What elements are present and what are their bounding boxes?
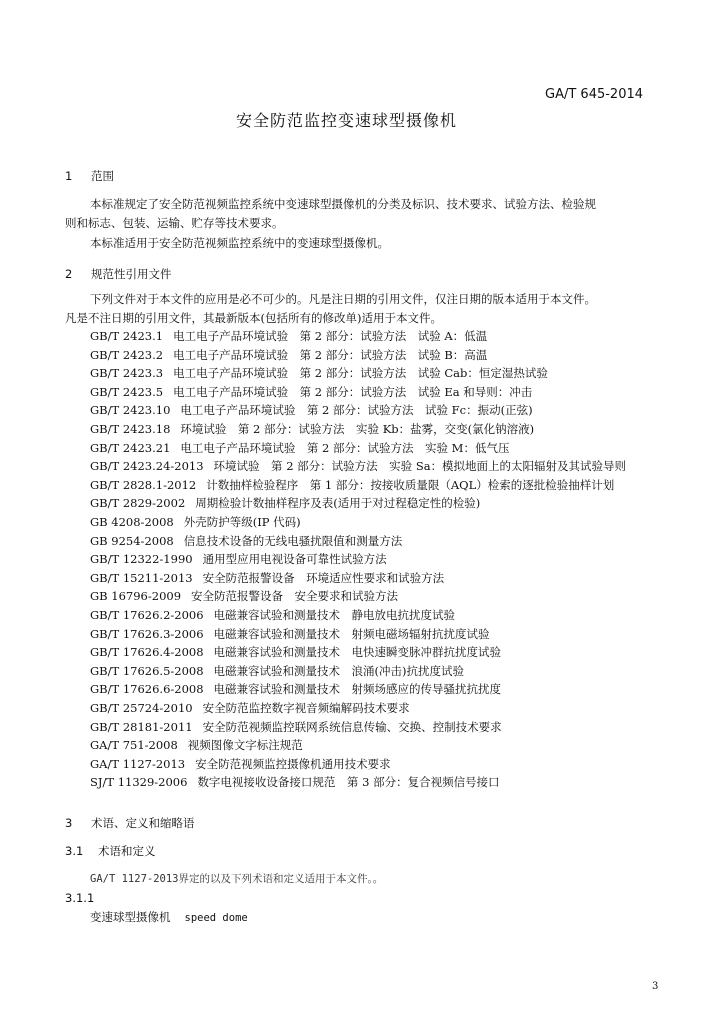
reference-item xyxy=(90,365,548,381)
reference-title: 电磁兼容试验和测量技术 浪涌(冲击)抗扰度试验 xyxy=(213,663,465,678)
reference-item xyxy=(90,458,626,474)
section-3-heading xyxy=(65,815,195,831)
section-2-intro-line: 下列文件对于本文件的应用是必不可少的。凡是注日期的引用文件，仅注日期的版本适用于本文件。 xyxy=(90,292,596,306)
reference-item xyxy=(90,514,301,530)
reference-code: GB/T 17626.4-2008 xyxy=(90,645,204,660)
reference-title: 安全防范视频监控摄像机通用技术要求 xyxy=(195,756,391,771)
page-number: 3 xyxy=(652,981,659,992)
reference-item xyxy=(90,347,487,363)
reference-title: 通用型应用电视设备可靠性试验方法 xyxy=(202,552,387,567)
section-1-paragraph-line: 本标准规定了安全防范视频监控系统中变速球型摄像机的分类及标识、技术要求、试验方法、检验规 xyxy=(90,197,596,211)
term-entry xyxy=(90,909,248,925)
reference-item xyxy=(90,551,387,567)
reference-title: 电工电子产品环境试验 第 2 部分：试验方法 试验 B：高温 xyxy=(173,347,488,362)
section-number: 2 xyxy=(65,267,73,281)
reference-item xyxy=(90,495,480,511)
reference-item xyxy=(90,570,444,586)
reference-title: 环境试验 第 2 部分：试验方法 实验 Sa：模拟地面上的太阳辐射及其试验导则 xyxy=(213,459,627,474)
section-number: 3 xyxy=(65,816,73,830)
document-title: 安全防范监控变速球型摄像机 xyxy=(236,111,458,130)
subsection-3-1-1-number: 3.1.1 xyxy=(65,891,95,905)
reference-title: 安全防范监控数字视音频编解码技术要求 xyxy=(202,701,410,715)
standard-number: GA/T 645-2014 xyxy=(545,87,644,102)
reference-code: GA/T 751-2008 xyxy=(90,738,178,753)
section-title: 规范性引用文件 xyxy=(91,267,172,281)
reference-item xyxy=(90,756,391,772)
reference-title: 外壳防护等级(IP 代码) xyxy=(183,515,301,529)
reference-title: 电工电子产品环境试验 第 2 部分：试验方法 试验 Fc：振动(正弦) xyxy=(180,403,533,418)
reference-code: GB/T 2423.1 xyxy=(90,329,164,343)
reference-code: GB/T 2423.21 xyxy=(90,440,171,455)
reference-title: 电磁兼容试验和测量技术 射频电磁场辐射抗扰度试验 xyxy=(213,626,490,641)
section-title: 范围 xyxy=(91,169,114,183)
section-title: 术语、定义和缩略语 xyxy=(91,816,195,830)
reference-item xyxy=(90,607,455,623)
reference-code: GB 4208-2008 xyxy=(90,515,174,529)
subsection-3-1-text: GA/T 1127-2013界定的以及下列术语和定义适用于本文件。。 xyxy=(90,873,384,885)
reference-code: GB/T 2423.10 xyxy=(90,403,171,418)
reference-code: GB 16796-2009 xyxy=(90,589,182,604)
reference-item xyxy=(90,477,614,493)
section-2-heading xyxy=(65,266,172,282)
reference-item xyxy=(90,588,398,604)
reference-item xyxy=(90,774,500,790)
reference-code: SJ/T 11329-2006 xyxy=(90,775,188,790)
term-chinese: 变速球型摄像机 xyxy=(90,910,171,924)
reference-code: GB/T 2423.5 xyxy=(90,384,164,399)
reference-code: GB/T 2423.24-2013 xyxy=(90,459,204,474)
section-1-paragraph: 本标准适用于安全防范视频监控系统中的变速球型摄像机。 xyxy=(90,236,389,250)
reference-code: GB/T 2828.1-2012 xyxy=(90,477,197,492)
reference-item xyxy=(90,737,303,753)
reference-title: 视频图像文字标注规范 xyxy=(187,738,303,753)
reference-code: GB/T 17626.2-2006 xyxy=(90,608,204,622)
reference-item xyxy=(90,719,502,735)
subsection-title: 术语和定义 xyxy=(98,844,156,858)
reference-item xyxy=(90,402,533,418)
reference-code: GB 9254-2008 xyxy=(90,533,174,548)
reference-title: 安全防范报警设备 安全要求和试验方法 xyxy=(191,589,399,604)
section-2-intro-line: 凡是不注日期的引用文件，其最新版本(包括所有的修改单)适用于本文件。 xyxy=(65,311,442,325)
reference-item xyxy=(90,421,534,437)
reference-title: 周期检验计数抽样程序及表(适用于对过程稳定性的检验) xyxy=(195,496,481,511)
reference-title: 计数抽样检验程序 第 1 部分：按接收质量限（AQL）检索的逐批检验抽样计划 xyxy=(206,477,615,492)
reference-code: GB/T 25724-2010 xyxy=(90,701,193,715)
reference-code: GB/T 2423.2 xyxy=(90,347,164,362)
reference-title: 电工电子产品环境试验 第 2 部分：试验方法 试验 Cab：恒定湿热试验 xyxy=(173,366,548,381)
reference-code: GB/T 15211-2013 xyxy=(90,570,193,585)
reference-item xyxy=(90,626,490,642)
subsection-3-1-heading xyxy=(65,843,156,859)
reference-code: GB/T 2829-2002 xyxy=(90,496,186,511)
reference-title: 安全防范报警设备 环境适应性要求和试验方法 xyxy=(202,570,445,585)
reference-code: GB/T 28181-2011 xyxy=(90,719,193,734)
reference-title: 电磁兼容试验和测量技术 射频场感应的传导骚扰抗扰度 xyxy=(213,682,502,697)
reference-title: 数字电视接收设备接口规范 第 3 部分：复合视频信号接口 xyxy=(197,775,500,790)
reference-code: GA/T 1127-2013 xyxy=(90,756,186,771)
reference-code: GB/T 17626.6-2008 xyxy=(90,682,204,697)
reference-item xyxy=(90,681,501,697)
reference-title: 电磁兼容试验和测量技术 电快速瞬变脉冲群抗扰度试验 xyxy=(213,645,502,660)
reference-item xyxy=(90,700,410,716)
reference-title: 信息技术设备的无线电骚扰限值和测量方法 xyxy=(183,533,403,548)
reference-title: 电工电子产品环境试验 第 2 部分：试验方法 试验 Ea 和导则：冲击 xyxy=(173,384,533,399)
reference-title: 电磁兼容试验和测量技术 静电放电抗扰度试验 xyxy=(213,608,456,622)
reference-code: GB/T 12322-1990 xyxy=(90,552,193,567)
reference-title: 安全防范视频监控联网系统信息传输、交换、控制技术要求 xyxy=(202,719,502,734)
term-english: speed dome xyxy=(184,912,248,924)
reference-code: GB/T 2423.3 xyxy=(90,366,164,381)
reference-item xyxy=(90,644,501,660)
subsection-number: 3.1 xyxy=(65,844,84,858)
reference-code: GB/T 17626.3-2006 xyxy=(90,626,204,641)
reference-title: 电工电子产品环境试验 第 2 部分：试验方法 试验 A：低温 xyxy=(173,329,488,343)
reference-item xyxy=(90,384,532,400)
reference-title: 环境试验 第 2 部分：试验方法 实验 Kb：盐雾，交变(氯化钠溶液) xyxy=(180,422,535,436)
section-1-heading xyxy=(65,168,114,184)
reference-item xyxy=(90,440,509,456)
section-1-paragraph-line: 则和标志、包装、运输、贮存等技术要求。 xyxy=(65,216,284,230)
reference-item xyxy=(90,533,402,549)
reference-item xyxy=(90,328,487,344)
section-number: 1 xyxy=(65,169,73,183)
reference-item xyxy=(90,663,464,679)
reference-code: GB/T 17626.5-2008 xyxy=(90,663,204,678)
reference-title: 电工电子产品环境试验 第 2 部分：试验方法 实验 M：低气压 xyxy=(180,440,510,455)
reference-code: GB/T 2423.18 xyxy=(90,422,171,436)
